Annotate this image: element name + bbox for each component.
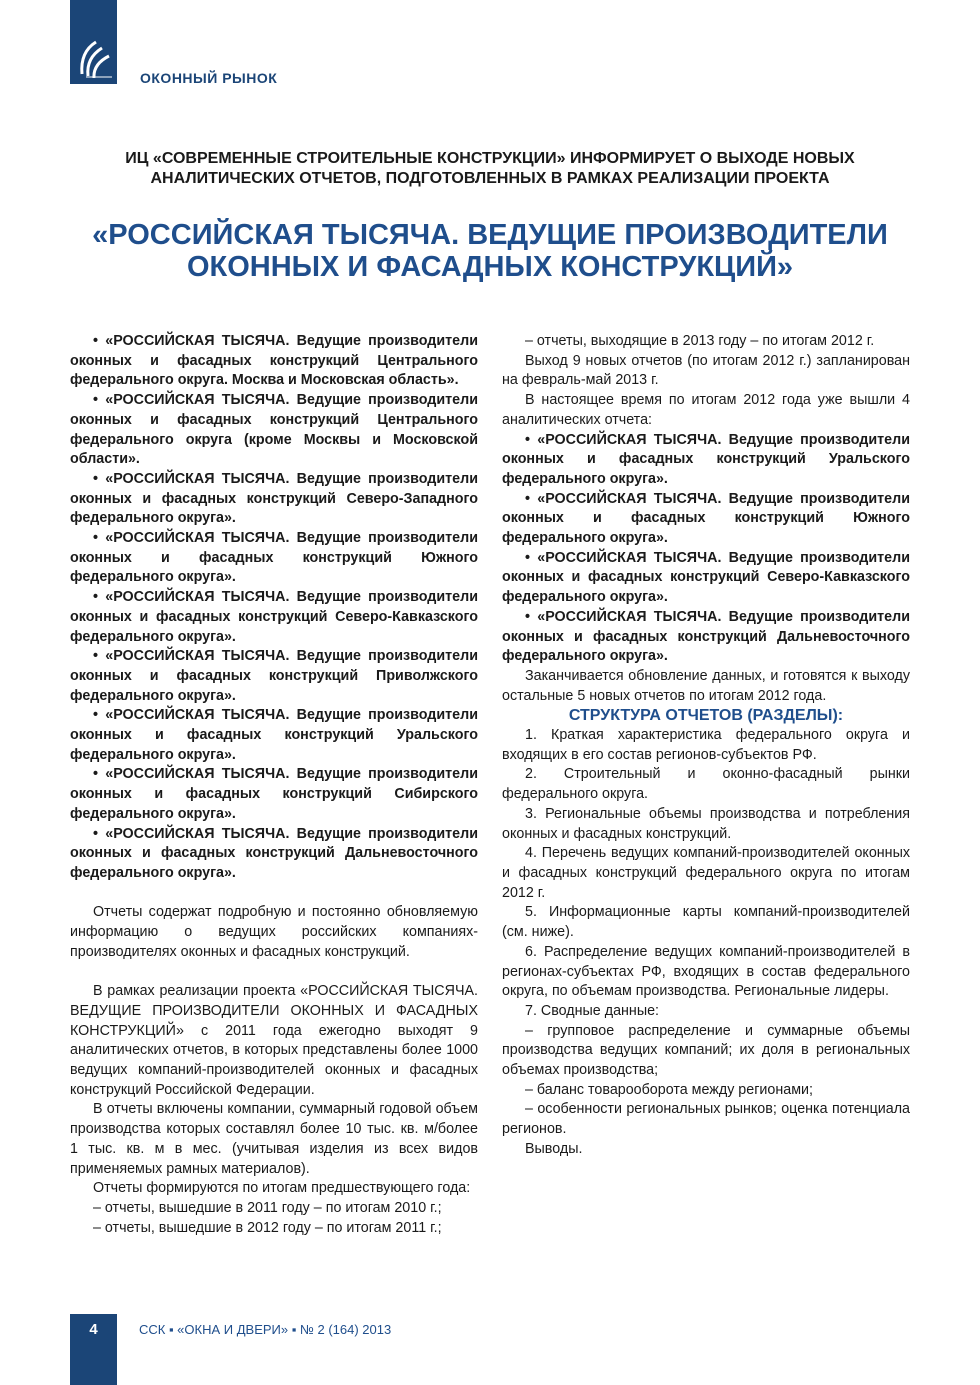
list-item: • «РОССИЙСКАЯ ТЫСЯЧА. Ведущие производители оконных и фасадных конструкций Южного федерального округа».	[502, 490, 910, 547]
list-item: 1. Краткая характеристика федерального округа и входящих в его состав регионов-субъектов РФ.	[502, 727, 910, 763]
list-item: • «РОССИЙСКАЯ ТЫСЯЧА. Ведущие производители оконных и фасадных конструкций Приволжского федерального округа».	[70, 648, 478, 704]
list-item: – баланс товарооборота между регионами;	[525, 1081, 813, 1098]
subtitle: ИЦ «СОВРЕМЕННЫЕ СТРОИТЕЛЬНЫЕ КОНСТРУКЦИИ» ИНФОРМИРУЕТ О ВЫХОДЕ НОВЫХ АНАЛИТИЧЕСКИХ ОТЧЕТОВ, ПОДГОТОВЛЕННЫХ В РАМКАХ РЕАЛИЗАЦИИ ПРОЕКТА	[125, 150, 855, 187]
paragraph: Отчеты содержат подробную и постоянно обновляемую информацию о ведущих российских компаниях-производителях оконных и фасадных конструкций.	[70, 904, 478, 960]
list-item: 6. Распределение ведущих компаний-производителей в регионах-субъектах РФ, входящих в состав федерального округа, по объемам производства. Региональные лидеры.	[502, 943, 910, 1000]
list-item: • «РОССИЙСКАЯ ТЫСЯЧА. Ведущие производители оконных и фасадных конструкций Дальневосточного федерального округа».	[70, 825, 478, 881]
list-item: • «РОССИЙСКАЯ ТЫСЯЧА. Ведущие производители оконных и фасадных конструкций Сибирского федерального округа».	[70, 766, 478, 822]
paragraph: – отчеты, выходящие в 2013 году – по итогам 2012 г.	[525, 333, 875, 349]
list-item: • «РОССИЙСКАЯ ТЫСЯЧА. Ведущие производители оконных и фасадных конструкций Уральского федерального округа».	[70, 707, 478, 763]
list-item: – групповое распределение и суммарные объемы производства ведущих компаний; их доля в региональных объемах производства;	[502, 1022, 910, 1079]
list-item: 4. Перечень ведущих компаний-производителей оконных и фасадных конструкций федерального округа по итогам 2012 г.	[502, 845, 910, 901]
list-item: • «РОССИЙСКАЯ ТЫСЯЧА. Ведущие производители оконных и фасадных конструкций Северо-Западного федерального округа».	[70, 470, 478, 527]
list-item: • «РОССИЙСКАЯ ТЫСЯЧА. Ведущие производители оконных и фасадных конструкций Дальневосточного федерального округа».	[502, 608, 910, 665]
paragraph: Отчеты формируются по итогам предшествующего года:	[93, 1180, 471, 1197]
list-item: 3. Региональные объемы производства и потребления оконных и фасадных конструкций.	[502, 805, 910, 842]
paragraph: Заканчивается обновление данных, и готовятся к выходу остальные 5 новых отчетов по итогам 2012 года.	[502, 667, 910, 704]
paragraph: – отчеты, вышедшие в 2011 году – по итогам 2010 г.;	[93, 1199, 442, 1216]
paragraph: В настоящее время по итогам 2012 года уже вышли 4 аналитических отчета:	[502, 392, 910, 428]
page-number: 4	[89, 1321, 98, 1338]
list-item: • «РОССИЙСКАЯ ТЫСЯЧА. Ведущие производители оконных и фасадных конструкций Центрального федерального округа (кроме Москвы и Московской области».	[70, 392, 478, 468]
section-label: ОКОННЫЙ РЫНОК	[140, 70, 278, 86]
paragraph: В рамках реализации проекта «РОССИЙСКАЯ ТЫСЯЧА. ВЕДУЩИЕ ПРОИЗВОДИТЕЛИ ОКОННЫХ И ФАСАДНЫХ КОНСТРУКЦИЙ» с 2011 года ежегодно выходят 9 аналитических отчетов, в которых представлены более 1000 ведущих компаний-производителей оконных и фасадных конструкций Российской Федерации.	[70, 983, 478, 1098]
paragraph: Выход 9 новых отчетов (по итогам 2012 г.) запланирован на февраль-май 2013 г.	[502, 352, 910, 389]
list-item: • «РОССИЙСКАЯ ТЫСЯЧА. Ведущие производители оконных и фасадных конструкций Центрального федерального округа. Москва и Московская область».	[70, 333, 478, 389]
list-item: – особенности региональных рынков; оценка потенциала регионов.	[502, 1101, 910, 1138]
paragraph: В отчеты включены компании, суммарный годовой объем производства которых составлял более 10 тыс. кв. м/более 1 тыс. кв. м в мес. (учитывая изделия из всех видов применяемых рамных материалов).	[70, 1101, 478, 1177]
page-title: «РОССИЙСКАЯ ТЫСЯЧА. ВЕДУЩИЕ ПРОИЗВОДИТЕЛИ ОКОННЫХ И ФАСАДНЫХ КОНСТРУКЦИЙ»	[92, 219, 888, 283]
list-item: 2. Строительный и оконно-фасадный рынки федерального округа.	[502, 766, 910, 803]
list-item: • «РОССИЙСКАЯ ТЫСЯЧА. Ведущие производители оконных и фасадных конструкций Южного федерального округа».	[70, 530, 478, 586]
list-item: • «РОССИЙСКАЯ ТЫСЯЧА. Ведущие производители оконных и фасадных конструкций Северо-Кавказского федерального округа».	[70, 589, 478, 645]
logo	[70, 0, 117, 84]
list-item: Выводы.	[525, 1140, 583, 1157]
list-item: 5. Информационные карты компаний-производителей (см. ниже).	[502, 904, 910, 941]
list-item: • «РОССИЙСКАЯ ТЫСЯЧА. Ведущие производители оконных и фасадных конструкций Уральского федерального округа».	[502, 431, 910, 487]
right-column	[502, 332, 910, 1160]
paragraph: – отчеты, вышедшие в 2012 году – по итогам 2011 г.;	[93, 1219, 442, 1236]
list-item: • «РОССИЙСКАЯ ТЫСЯЧА. Ведущие производители оконных и фасадных конструкций Северо-Кавказского федерального округа».	[502, 549, 910, 606]
footer-text: ССК ▪ «ОКНА И ДВЕРИ» ▪ № 2 (164) 2013	[139, 1322, 392, 1337]
list-item: 7. Сводные данные:	[525, 1002, 660, 1019]
section-heading: СТРУКТУРА ОТЧЕТОВ (РАЗДЕЛЫ):	[568, 707, 844, 725]
left-column	[70, 332, 478, 1238]
logo-arcs-icon	[76, 38, 112, 78]
